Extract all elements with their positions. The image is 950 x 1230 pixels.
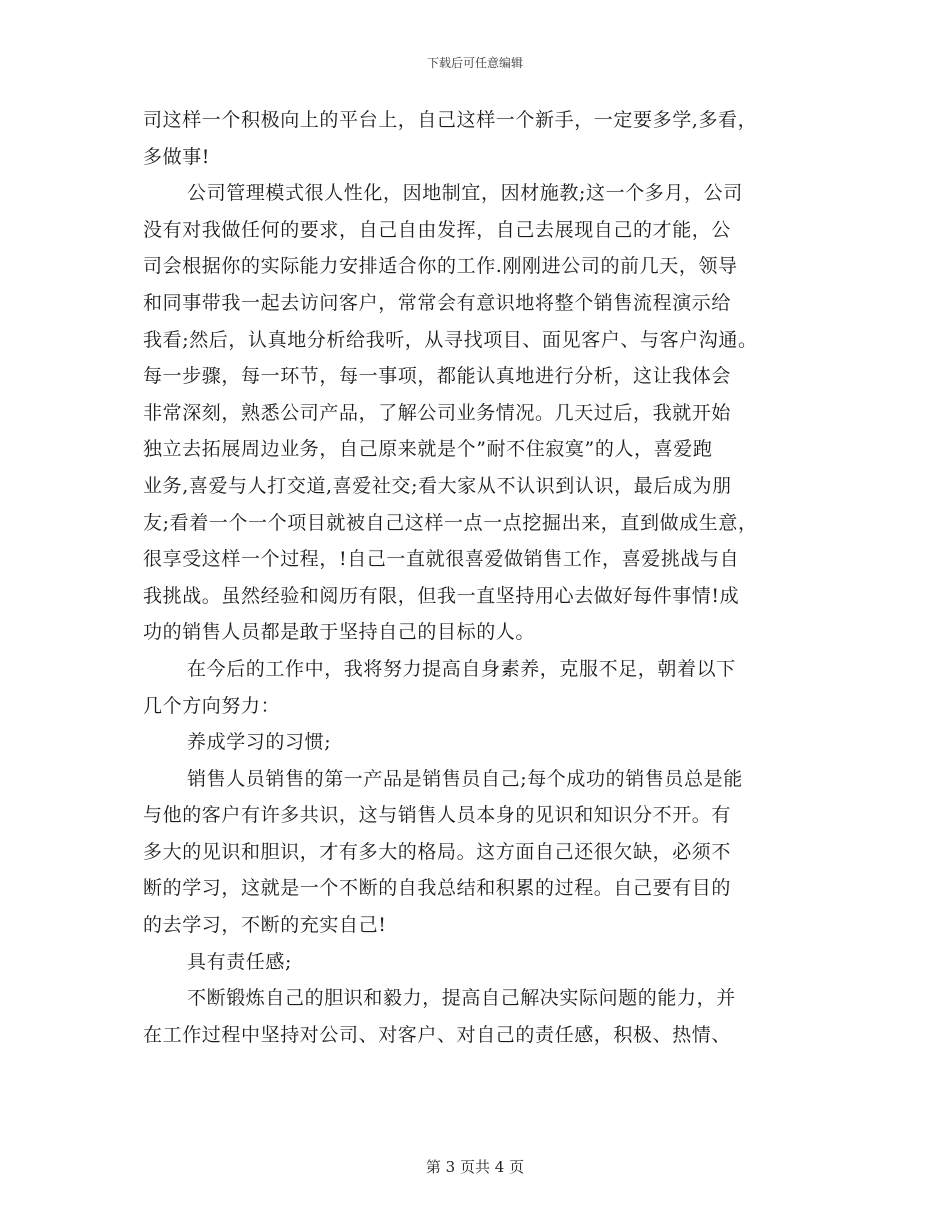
text-line: 每一步骤，每一环节，每一事项，都能认真地进行分析，这让我体会: [143, 365, 732, 388]
text-line: 几个方向努力：: [143, 694, 281, 717]
text-line: 我挑战。虽然经验和阅历有限，但我一直坚持用心去做好每件事情!成: [143, 584, 740, 607]
text-line: 断的学习，这就是一个不断的自我总结和积累的过程。自己要有目的: [143, 877, 732, 900]
text-line: 不断锻炼自己的胆识和毅力，提高自己解决实际问题的能力，并: [187, 987, 736, 1010]
text-line: 与他的客户有许多共识，这与销售人员本身的见识和知识分不开。有: [143, 804, 732, 827]
text-line: 销售人员销售的第一产品是销售员自己;每个成功的销售员总是能: [187, 767, 743, 790]
text-line: 非常深刻，熟悉公司产品，了解公司业务情况。几天过后，我就开始: [143, 401, 732, 424]
text-line: 养成学习的习惯;: [187, 731, 332, 754]
text-line: 独立去拓展周边业务，自己原来就是个”耐不住寂寞”的人，喜爱跑: [143, 438, 713, 461]
page-header: 下载后可任意编辑: [426, 56, 523, 70]
text-line: 没有对我做任何的要求，自己自由发挥，自己去展现自己的才能，公: [143, 218, 732, 241]
document-body: [143, 102, 815, 1053]
text-line: 司会根据你的实际能力安排适合你的工作.刚刚进公司的前几天，领导: [143, 255, 738, 278]
text-line: 在工作过程中坚持对公司、对客户、对自己的责任感，积极、热情、: [143, 1023, 732, 1046]
text-line: 多做事!: [143, 145, 211, 168]
text-line: 具有责任感;: [187, 950, 293, 973]
text-line: 很享受这样一个过程，!自己一直就很喜爱做销售工作，喜爱挑战与自: [143, 548, 740, 571]
text-line: 在今后的工作中，我将努力提高自身素养，克服不足，朝着以下: [187, 657, 736, 680]
page-footer: 第 3 页共 4 页: [425, 1158, 525, 1176]
text-line: 多大的见识和胆识，才有多大的格局。这方面自己还很欠缺，必须不: [143, 840, 732, 863]
text-line: 和同事带我一起去访问客户，常常会有意识地将整个销售流程演示给: [143, 291, 732, 314]
text-line: 司这样一个积极向上的平台上，自己这样一个新手，一定要多学,多看，: [143, 109, 758, 131]
text-line: 业务,喜爱与人打交道,喜爱社交;看大家从不认识到认识，最后成为朋: [143, 474, 732, 497]
text-line: 功的销售人员都是敢于坚持自己的目标的人。: [143, 621, 536, 644]
text-line: 公司管理模式很人性化，因地制宜，因材施教;这一个多月，公司: [187, 182, 743, 205]
text-line: 我看;然后，认真地分析给我听，从寻找项目、面见客户、与客户沟通。: [143, 328, 758, 351]
text-line: 友;看着一个一个项目就被自己这样一点一点挖掘出来，直到做成生意，: [143, 511, 758, 534]
text-line: 的去学习，不断的充实自己!: [143, 914, 387, 937]
